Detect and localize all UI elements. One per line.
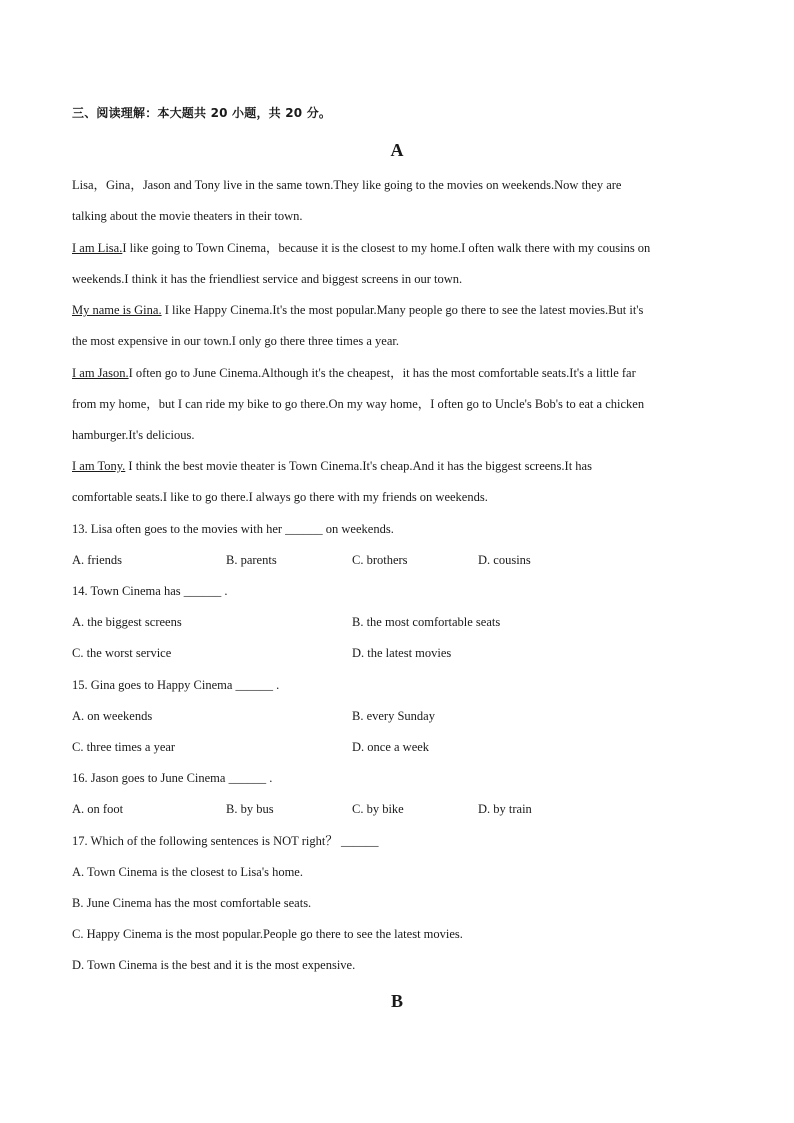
question-15-option-a: A. on weekends: [72, 709, 153, 723]
question-17-option-d: D. Town Cinema is the best and it is the most expensive.: [72, 958, 356, 972]
question-16-option-c: C. by bike: [352, 802, 404, 816]
gina-text-1: I like Happy Cinema.It's the most popular.Many people go there to see the latest movies.But it's: [161, 303, 644, 317]
question-13-option-b: B. parents: [226, 553, 277, 567]
part-b-heading: B: [390, 991, 403, 1011]
question-13-option-c: C. brothers: [352, 553, 408, 567]
question-15-option-c: C. three times a year: [72, 740, 176, 754]
question-13-option-d: D. cousins: [478, 553, 531, 567]
lisa-text-1: I like going to Town Cinema，because it is the closest to my home.I often walk there with my cousins on: [122, 241, 651, 255]
gina-speaker: My name is Gina.: [72, 303, 162, 317]
question-14-stem: 14. Town Cinema has ______ .: [72, 584, 228, 598]
question-16-option-d: D. by train: [478, 802, 532, 816]
question-15-option-d: D. once a week: [352, 740, 430, 754]
lisa-paragraph-line-2: weekends.I think it has the friendliest service and biggest screens in our town.: [72, 272, 463, 286]
gina-paragraph-line-2: the most expensive in our town.I only go there three times a year.: [72, 334, 399, 348]
question-17-option-a: A. Town Cinema is the closest to Lisa's home.: [72, 865, 303, 879]
question-14-option-d: D. the latest movies: [352, 646, 452, 660]
gina-paragraph-line-1: [72, 302, 643, 318]
tony-speaker: I am Tony.: [72, 459, 126, 473]
question-13-option-a: A. friends: [72, 553, 122, 567]
question-14-option-a: A. the biggest screens: [72, 615, 182, 629]
tony-text-1: I think the best movie theater is Town Cinema.It's cheap.And it has the biggest screens.It has: [125, 459, 592, 473]
jason-paragraph-line-1: [72, 365, 636, 381]
question-13-stem: 13. Lisa often goes to the movies with her ______ on weekends.: [72, 522, 394, 536]
lisa-paragraph-line-1: [72, 240, 650, 256]
jason-speaker: I am Jason.: [72, 366, 129, 380]
question-14-option-c: C. the worst service: [72, 646, 172, 660]
section-title: 三、阅读理解：本大题共 20 小题，共 20 分。: [72, 106, 332, 120]
question-17-stem: 17. Which of the following sentences is NOT right？ ______: [72, 834, 379, 848]
passage-intro-line-2: talking about the movie theaters in their town.: [72, 209, 303, 223]
question-14-option-b: B. the most comfortable seats: [352, 615, 501, 629]
question-16-option-b: B. by bus: [226, 802, 274, 816]
question-15-stem: 15. Gina goes to Happy Cinema ______ .: [72, 678, 280, 692]
part-a-heading: A: [390, 140, 404, 160]
question-16-option-a: A. on foot: [72, 802, 124, 816]
question-17-option-b: B. June Cinema has the most comfortable seats.: [72, 896, 312, 910]
jason-paragraph-line-3: hamburger.It's delicious.: [72, 428, 195, 442]
question-16-stem: 16. Jason goes to June Cinema ______ .: [72, 771, 273, 785]
jason-paragraph-line-2: from my home，but I can ride my bike to go there.On my way home，I often go to Uncle's Bob's to eat a chicken: [72, 397, 645, 411]
tony-paragraph-line-1: [72, 458, 592, 474]
tony-paragraph-line-2: comfortable seats.I like to go there.I always go there with my friends on weekends.: [72, 490, 488, 504]
question-15-option-b: B. every Sunday: [352, 709, 435, 723]
jason-text-1: I often go to June Cinema.Although it's the cheapest，it has the most comfortable seats.It's a little far: [128, 366, 636, 380]
question-17-option-c: C. Happy Cinema is the most popular.People go there to see the latest movies.: [72, 927, 463, 941]
passage-intro-line-1: Lisa，Gina，Jason and Tony live in the same town.They like going to the movies on weekends.Now they are: [72, 178, 622, 192]
lisa-speaker: I am Lisa.: [72, 241, 123, 255]
